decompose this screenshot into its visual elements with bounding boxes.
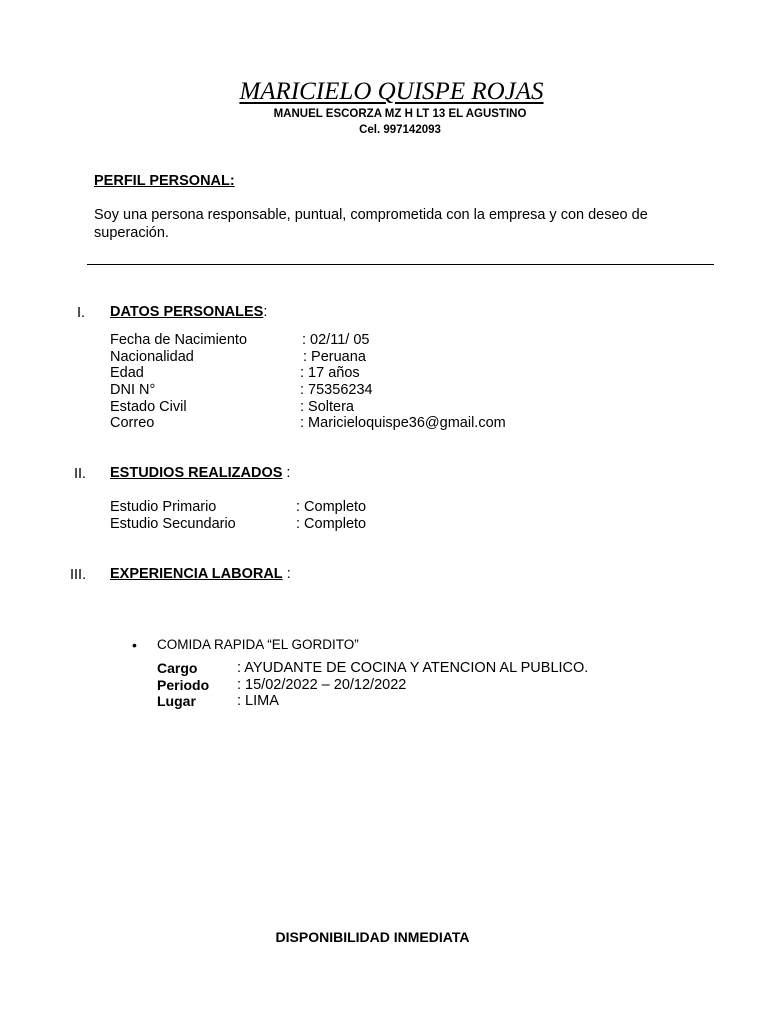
section-numeral: II. <box>74 466 87 482</box>
job-field-label: Periodo <box>157 677 210 693</box>
candidate-name: MARICIELO QUISPE ROJAS <box>239 78 544 105</box>
field-value: : Completo <box>296 499 367 515</box>
job-field-value: : LIMA <box>237 693 279 709</box>
field-label: DNI N° <box>110 382 156 398</box>
section-numeral: I. <box>77 305 86 321</box>
section-title: ESTUDIOS REALIZADOS <box>110 465 283 481</box>
section-title-colon: : <box>263 304 268 320</box>
field-value: : Peruana <box>303 349 366 365</box>
field-label: Estudio Primario <box>110 499 217 515</box>
field-label: Estado Civil <box>110 399 187 415</box>
job-field-value: : 15/02/2022 – 20/12/2022 <box>237 677 407 693</box>
section-title-colon: : <box>282 566 291 582</box>
field-label: Fecha de Nacimiento <box>110 332 248 348</box>
field-value: : 75356234 <box>300 382 373 398</box>
profile-heading: PERFIL PERSONAL: <box>94 173 235 189</box>
field-value: : Completo <box>296 516 367 532</box>
field-label: Correo <box>110 415 155 431</box>
job-field-value: : AYUDANTE DE COCINA Y ATENCION AL PUBLICO. <box>237 660 589 676</box>
field-value: : 02/11/ 05 <box>302 332 370 348</box>
field-label: Edad <box>110 365 144 381</box>
field-label: Nacionalidad <box>110 349 194 365</box>
section-divider <box>87 264 714 265</box>
section-title-colon: : <box>282 465 291 481</box>
profile-text: Soy una persona responsable, puntual, comprometida con la empresa y con deseo de superación. <box>94 207 648 241</box>
section-title: DATOS PERSONALES <box>110 304 264 320</box>
availability-note: DISPONIBILIDAD INMEDIATA <box>275 929 470 945</box>
company-name: COMIDA RAPIDA “EL GORDITO” <box>157 637 359 652</box>
job-field-label: Lugar <box>157 693 196 709</box>
field-value: : Soltera <box>300 399 354 415</box>
field-label: Estudio Secundario <box>110 516 236 532</box>
section-numeral: III. <box>70 567 87 583</box>
address-line: MANUEL ESCORZA MZ H LT 13 EL AGUSTINO <box>273 108 527 120</box>
field-value: : 17 años <box>300 365 360 381</box>
job-field-label: Cargo <box>157 660 198 676</box>
field-value: : Maricieloquispe36@gmail.com <box>300 415 506 431</box>
phone-line: Cel. 997142093 <box>359 124 441 136</box>
section-title: EXPERIENCIA LABORAL <box>110 566 283 582</box>
bullet-icon: • <box>132 637 137 653</box>
